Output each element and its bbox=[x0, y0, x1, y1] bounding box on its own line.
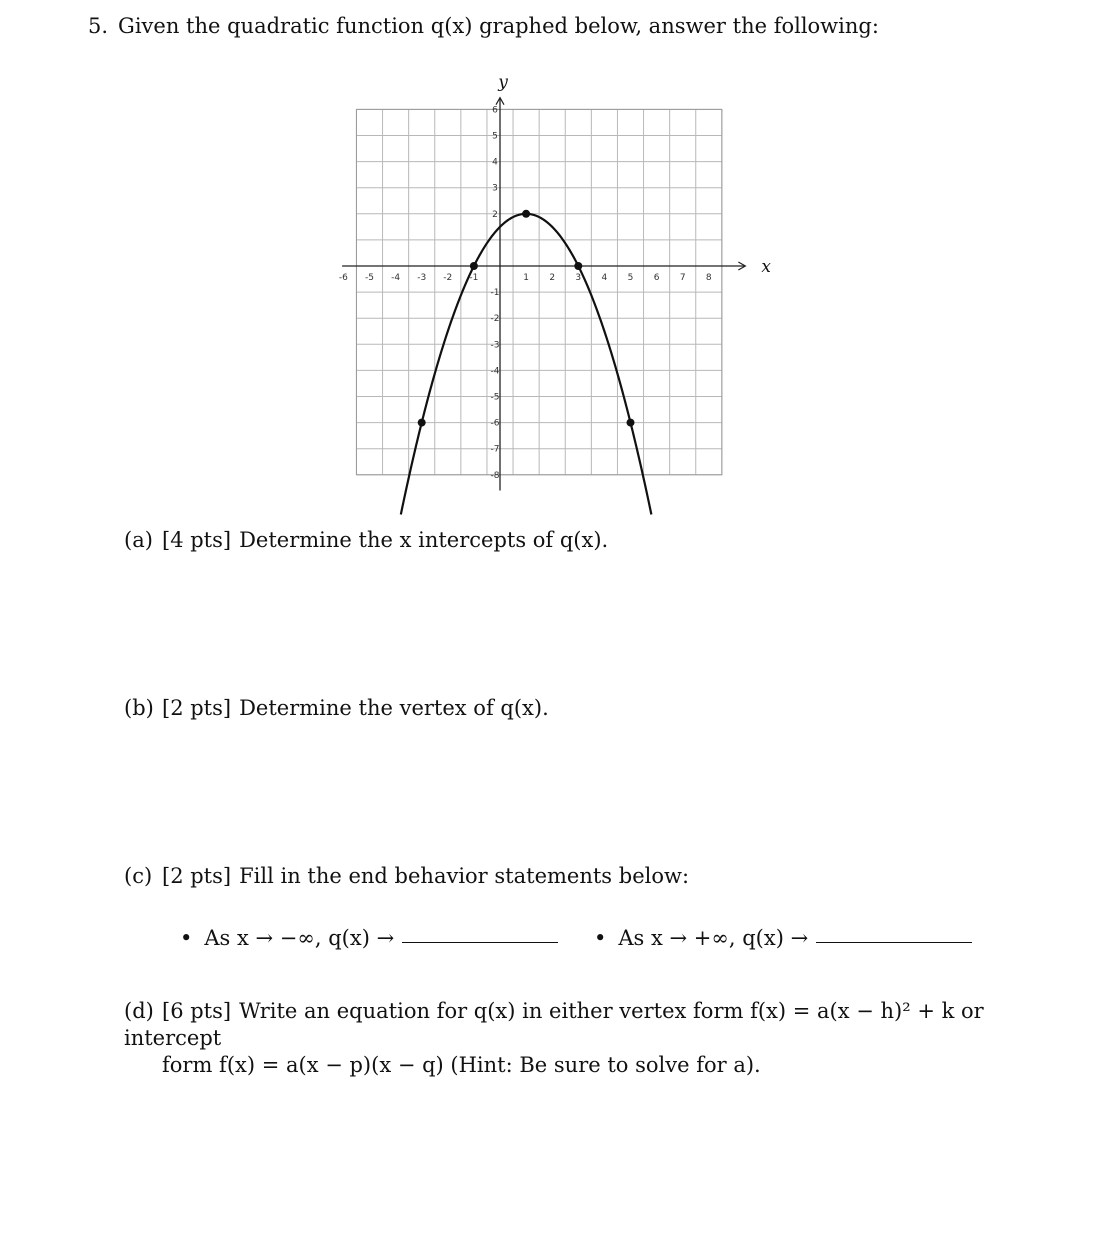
end-behavior-right-text: As x → +∞, q(x) → bbox=[618, 926, 809, 950]
x-tick-label: -5 bbox=[365, 273, 374, 283]
part-d-points: [6 pts] bbox=[162, 999, 232, 1023]
x-tick-label: 2 bbox=[549, 273, 556, 283]
part-b-label: (b) bbox=[124, 696, 154, 720]
part-a-text: Determine the x intercepts of q(x). bbox=[239, 528, 609, 552]
part-b-points: [2 pts] bbox=[162, 696, 232, 720]
part-a-points: [4 pts] bbox=[162, 528, 232, 552]
part-a bbox=[124, 528, 608, 552]
y-tick-label: -1 bbox=[490, 288, 500, 299]
part-b-text: Determine the vertex of q(x). bbox=[239, 696, 549, 720]
grid bbox=[356, 109, 721, 474]
x-tick-label: -6 bbox=[338, 273, 348, 283]
problem-statement bbox=[88, 14, 879, 38]
part-c bbox=[124, 864, 689, 888]
bullet-icon: • bbox=[594, 926, 607, 950]
curve bbox=[401, 214, 652, 515]
x-tick-label: -2 bbox=[443, 273, 453, 283]
y-tick-label: 2 bbox=[492, 209, 498, 220]
part-d-text-line1: Write an equation for q(x) in either vertex form f(x) = a(x − h)² + k or intercept bbox=[124, 999, 984, 1050]
y-axis-label: y bbox=[498, 72, 508, 93]
y-tick-label: -6 bbox=[490, 418, 500, 429]
part-a-label: (a) bbox=[124, 528, 153, 552]
answer-blank-right[interactable] bbox=[816, 941, 972, 943]
end-behavior-left-text: As x → −∞, q(x) → bbox=[204, 926, 395, 950]
x-tick-label: 1 bbox=[523, 273, 529, 283]
part-c-points: [2 pts] bbox=[162, 864, 232, 888]
key-point bbox=[418, 419, 426, 427]
y-tick-label: -4 bbox=[490, 366, 500, 377]
key-point bbox=[470, 262, 478, 270]
part-b bbox=[124, 696, 549, 720]
y-tick-label: -5 bbox=[490, 392, 500, 403]
x-axis-label: x bbox=[761, 257, 771, 277]
x-tick-label: 5 bbox=[627, 273, 634, 283]
end-behavior-left bbox=[180, 926, 558, 950]
x-tick-label: 3 bbox=[575, 273, 582, 283]
part-d-label: (d) bbox=[124, 999, 154, 1023]
y-tick-label: 4 bbox=[492, 157, 498, 168]
x-tick-label: 4 bbox=[601, 273, 608, 283]
x-tick-label: -1 bbox=[469, 273, 479, 283]
part-d-text-line2: form f(x) = a(x − p)(x − q) (Hint: Be sure to solve for a). bbox=[162, 1053, 761, 1077]
part-d bbox=[124, 998, 1024, 1079]
y-tick-label: -2 bbox=[490, 314, 500, 325]
y-tick-label: 3 bbox=[492, 183, 498, 194]
x-tick-label: -4 bbox=[391, 273, 401, 283]
key-point bbox=[574, 262, 582, 270]
part-c-label: (c) bbox=[124, 864, 153, 888]
y-tick-label: -7 bbox=[490, 444, 500, 455]
x-tick-label: 8 bbox=[705, 273, 712, 283]
part-c-text: Fill in the end behavior statements below: bbox=[239, 864, 690, 888]
x-tick-label: 6 bbox=[653, 273, 660, 283]
x-tick-label: -3 bbox=[417, 273, 427, 283]
end-behavior-right bbox=[594, 926, 972, 950]
problem-number: 5. bbox=[88, 14, 109, 38]
quadratic-graph bbox=[340, 62, 780, 512]
y-tick-label: -3 bbox=[490, 340, 500, 351]
x-tick-label: 7 bbox=[679, 273, 686, 283]
key-point bbox=[522, 210, 530, 218]
parabola-curve bbox=[401, 214, 652, 515]
y-tick-label: 6 bbox=[492, 105, 498, 116]
key-point bbox=[627, 419, 635, 427]
y-tick-label: -8 bbox=[490, 470, 500, 481]
answer-blank-left[interactable] bbox=[402, 941, 558, 943]
y-tick-label: 5 bbox=[492, 131, 498, 142]
bullet-icon: • bbox=[180, 926, 193, 950]
problem-text: Given the quadratic function q(x) graphed below, answer the following: bbox=[118, 14, 879, 38]
